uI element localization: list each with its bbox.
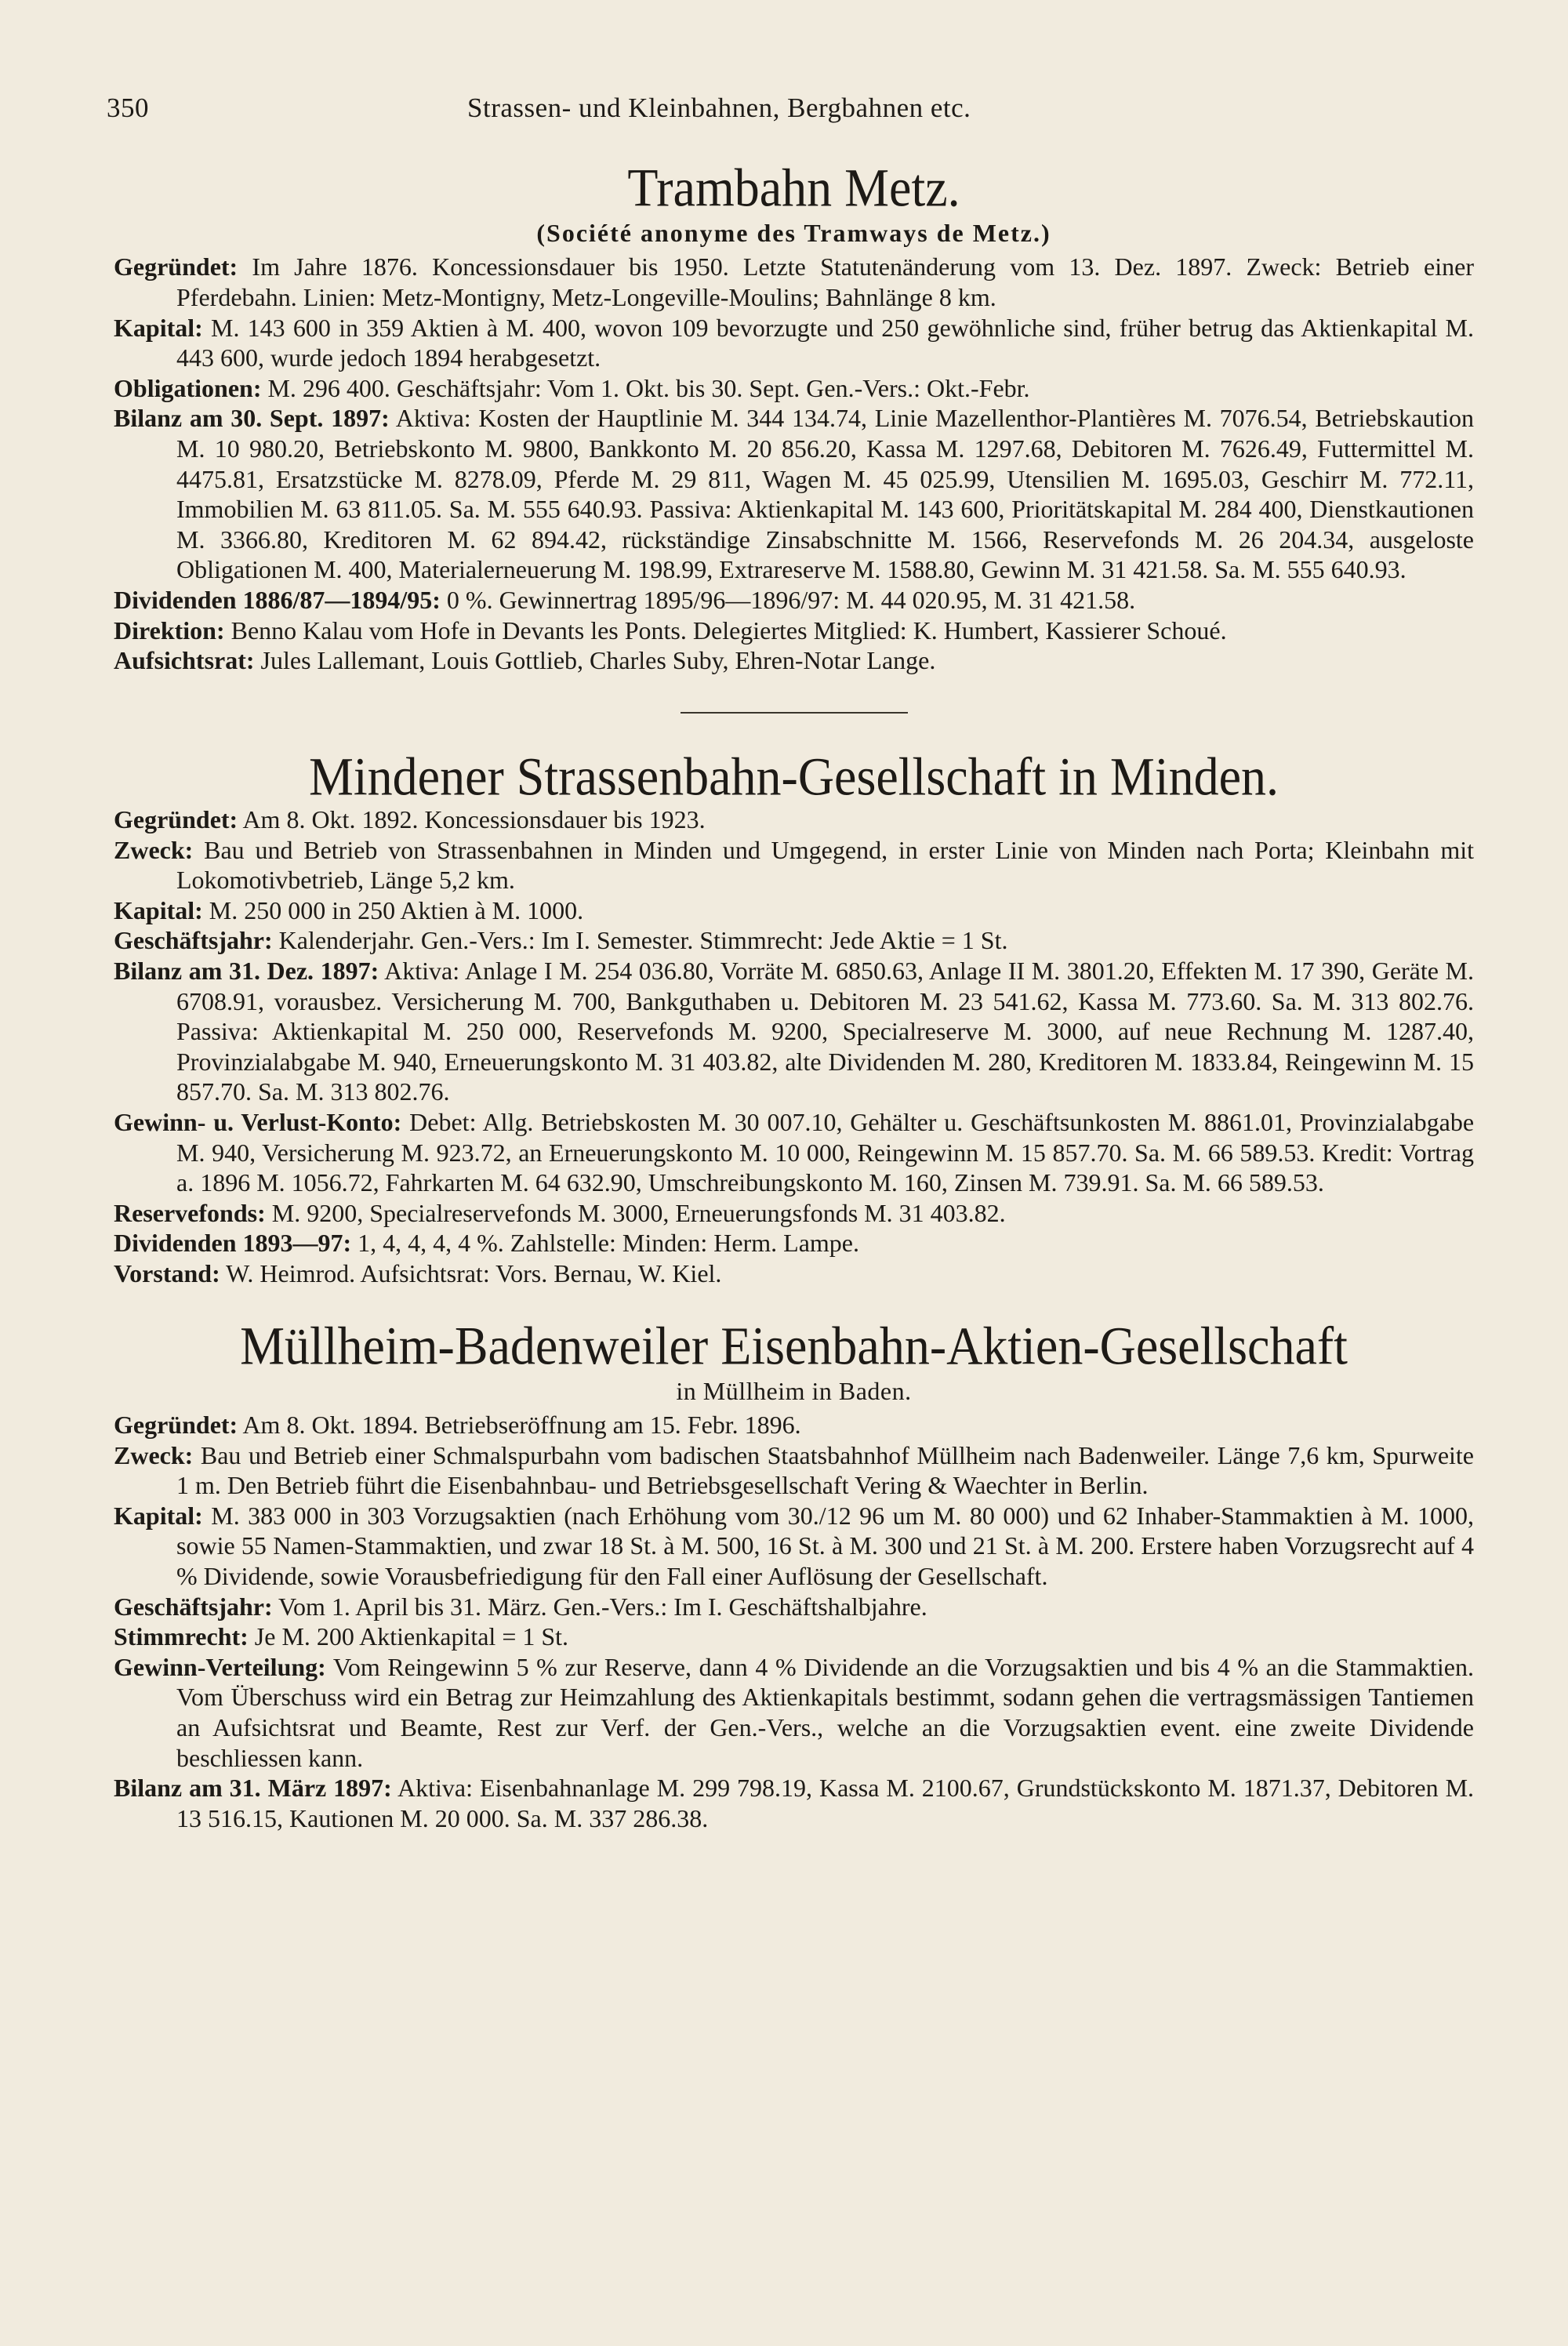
entry-gewinn-verlust <box>114 1107 1474 1198</box>
entry-text: Benno Kalau vom Hofe in Devants les Ponts. Delegiertes Mitglied: K. Humbert, Kassierer Schoué. <box>230 616 1227 645</box>
entry-text: Bau und Betrieb von Strassenbahnen in Minden und Umgegend, in erster Linie von Minden nach Porta; Kleinbahn mit Lokomotivbetrieb, Länge 5,2 km. <box>176 835 1475 895</box>
entry-label: Stimmrecht: <box>114 1622 249 1651</box>
entry-text: M. 250 000 in 250 Aktien à M. 1000. <box>209 895 584 924</box>
entry-gegruendet <box>114 1410 1474 1440</box>
entry-dividenden <box>114 1228 1474 1258</box>
entry-text: Am 8. Okt. 1892. Koncessionsdauer bis 1923. <box>242 805 706 834</box>
entry-label: Dividenden 1886/87—1894/95: <box>114 585 441 614</box>
entry-dividenden <box>114 585 1474 616</box>
section-divider <box>681 712 908 714</box>
section-title: Mindener Strassenbahn-Gesellschaft in Minden. <box>308 746 1279 807</box>
section-trambahn-metz <box>114 158 1475 676</box>
entry-label: Obligationen: <box>114 373 262 402</box>
section-title: Müllheim-Badenweiler Eisenbahn-Aktien-Gesellschaft <box>240 1315 1348 1376</box>
entry-stimmrecht <box>114 1622 1474 1652</box>
entry-label: Kapital: <box>114 895 203 924</box>
entry-text: Vom Reingewinn 5 % zur Reserve, dann 4 % Dividende an die Vorzugsaktien und bis 4 % an die Stammaktien. Vom Überschuss wird ein Betrag zur Heimzahlung des Aktienkapitals bestimmt, sodann gehen die vertragsmässigen Tantiemen an Aufsichtsrat und Beamte, Rest zur Verf. der Gen.-Vers., welche an die Vorzugsaktien event. eine zweite Dividende beschliessen kann. <box>176 1652 1475 1772</box>
entry-gewinn-verteilung <box>114 1652 1474 1773</box>
entry-label: Geschäftsjahr: <box>114 926 273 955</box>
entry-text: Je M. 200 Aktienkapital = 1 St. <box>254 1622 569 1651</box>
entry-label: Kapital: <box>114 313 203 342</box>
entry-zweck <box>114 835 1474 895</box>
page-number: 350 <box>107 93 149 123</box>
entry-bilanz <box>114 956 1474 1107</box>
entry-label: Zweck: <box>114 1440 194 1469</box>
entry-text: Aktiva: Kosten der Hauptlinie M. 344 134.74, Linie Mazellenthor-Plantières M. 7076.54, Betriebskaution M. 10 980.20, Betriebskonto M. 9800, Bankkonto M. 20 856.20, Kassa M. 1297.68, Debitoren M. 7626.49, Futtermittel M. 4475.81, Ersatzstücke M. 8278.09, Pferde M. 29 811, Wagen M. 45 025.99, Utensilien M. 1695.03, Geschirr M. 772.11, Immobilien M. 63 811.05. Sa. M. 555 640.93. Passiva: Aktienkapital M. 143 600, Prioritätskapital M. 284 400, Dienstkautionen M. 3366.80, Kreditoren M. 62 894.42, rückständige Zinsabschnitte M. 1566, Reservefonds M. 26 204.34, ausgeloste Obligationen M. 400, Materialerneuerung M. 198.99, Extrareserve M. 1588.80, Gewinn M. 31 421.58. Sa. M. 555 640.93. <box>176 404 1475 584</box>
entry-label: Gegründet: <box>114 805 238 834</box>
entry-bilanz <box>114 403 1474 585</box>
section-title: Trambahn Metz. <box>627 158 960 218</box>
entry-gegruendet <box>114 252 1474 312</box>
entry-label: Bilanz am 31. März 1897: <box>114 1774 392 1803</box>
entry-reservefonds <box>114 1198 1474 1229</box>
entry-kapital <box>114 1501 1474 1592</box>
entry-label: Bilanz am 30. Sept. 1897: <box>114 404 390 433</box>
entry-text: Jules Lallemant, Louis Gottlieb, Charles Suby, Ehren-Notar Lange. <box>260 646 936 675</box>
entry-kapital <box>114 313 1474 373</box>
entry-vorstand <box>114 1258 1474 1289</box>
entry-direktion <box>114 616 1474 646</box>
entry-kapital <box>114 895 1474 926</box>
entry-text: M. 296 400. Geschäftsjahr: Vom 1. Okt. bis 30. Sept. Gen.-Vers.: Okt.-Febr. <box>267 373 1030 402</box>
entry-geschaeftsjahr <box>114 925 1474 956</box>
entry-text: Bau und Betrieb einer Schmalspurbahn vom badischen Staatsbahnhof Müllheim nach Badenweiler. Länge 7,6 km, Spurweite 1 m. Den Betrieb führt die Eisenbahnbau- und Betriebsgesellschaft Vering & Waechter in Berlin. <box>176 1440 1475 1500</box>
entry-gegruendet <box>114 804 1474 835</box>
entry-label: Reservefonds: <box>114 1198 266 1227</box>
running-title: Strassen- und Kleinbahnen, Bergbahnen etc. <box>467 93 971 123</box>
entry-aufsichtsrat <box>114 645 1474 676</box>
entry-text: Am 8. Okt. 1894. Betriebseröffnung am 15. Febr. 1896. <box>242 1410 801 1439</box>
page-body <box>114 158 1475 1833</box>
entry-obligationen <box>114 373 1474 404</box>
entry-text: 1, 4, 4, 4, 4 %. Zahlstelle: Minden: Herm. Lampe. <box>358 1229 859 1258</box>
entry-geschaeftsjahr <box>114 1592 1474 1622</box>
entry-text: M. 143 600 in 359 Aktien à M. 400, wovon 109 bevorzugte und 250 gewöhnliche sind, früher betrug das Aktienkapital M. 443 600, wurde jedoch 1894 herabgesetzt. <box>176 313 1475 372</box>
entry-label: Zweck: <box>114 835 194 864</box>
section-muellheim-badenweiler <box>114 1315 1475 1834</box>
entry-label: Kapital: <box>114 1501 203 1530</box>
entry-label: Gegründet: <box>114 252 238 281</box>
entry-label: Gewinn-Verteilung: <box>114 1652 326 1681</box>
entry-label: Dividenden 1893—97: <box>114 1229 352 1258</box>
entry-text: Aktiva: Anlage I M. 254 036.80, Vorräte M. 6850.63, Anlage II M. 3801.20, Effekten M. 17 390, Geräte M. 6708.91, vorausbez. Versicherung M. 700, Bankguthaben u. Debitoren M. 23 541.62, Kassa M. 773.60. Sa. M. 313 802.76. Passiva: Aktienkapital M. 250 000, Reservefonds M. 9200, Specialreserve M. 3000, auf neue Rechnung M. 1287.40, Provinzialabgabe M. 940, Erneuerungskonto M. 31 403.82, alte Dividenden M. 280, Kreditoren M. 1833.84, Reingewinn M. 15 857.70. Sa. M. 313 802.76. <box>176 957 1475 1106</box>
entry-label: Gewinn- u. Verlust-Konto: <box>114 1108 402 1137</box>
entry-bilanz <box>114 1773 1474 1833</box>
section-mindener-strassenbahn <box>114 746 1475 1289</box>
section-subtitle: in Müllheim in Baden. <box>676 1376 912 1405</box>
entry-label: Bilanz am 31. Dez. 1897: <box>114 957 379 986</box>
section-subtitle: (Société anonyme des Tramways de Metz.) <box>536 219 1051 248</box>
entry-label: Direktion: <box>114 616 225 645</box>
entry-text: W. Heimrod. Aufsichtsrat: Vors. Bernau, W. Kiel. <box>226 1259 722 1287</box>
entry-text: M. 9200, Specialreservefonds M. 3000, Erneuerungsfonds M. 31 403.82. <box>271 1198 1006 1227</box>
entry-text: 0 %. Gewinnertrag 1895/96—1896/97: M. 44 020.95, M. 31 421.58. <box>446 585 1136 614</box>
entry-text: Aktiva: Eisenbahnanlage M. 299 798.19, Kassa M. 2100.67, Grundstückskonto M. 1871.37, Debitoren M. 13 516.15, Kautionen M. 20 000. Sa. M. 337 286.38. <box>176 1774 1475 1832</box>
entry-text: Vom 1. April bis 31. März. Gen.-Vers.: Im I. Geschäftshalbjahre. <box>278 1592 927 1621</box>
entry-label: Geschäftsjahr: <box>114 1592 273 1621</box>
entry-text: Im Jahre 1876. Koncessionsdauer bis 1950. Letzte Statutenänderung vom 13. Dez. 1897. Zweck: Betrieb einer Pferdebahn. Linien: Metz-Montigny, Metz-Longeville-Moulins; Bahnlänge 8 km. <box>176 252 1475 311</box>
entry-zweck <box>114 1440 1474 1501</box>
entry-text: M. 383 000 in 303 Vorzugsaktien (nach Erhöhung vom 30./12 96 um M. 80 000) und 62 Inhaber-Stammaktien à M. 1000, sowie 55 Namen-Stammaktien, und zwar 18 St. à M. 500, 16 St. à M. 300 und 21 St. à M. 200. Erstere haben Vorzugsrecht auf 4 % Dividende, sowie Vorausbefriedigung für den Fall einer Auflösung der Gesellschaft. <box>176 1501 1475 1590</box>
entry-label: Gegründet: <box>114 1410 238 1439</box>
entry-label: Aufsichtsrat: <box>114 646 255 675</box>
entry-text: Debet: Allg. Betriebskosten M. 30 007.10, Gehälter u. Geschäftsunkosten M. 8861.01, Provinzialabgabe M. 940, Versicherung M. 923.72, an Erneuerungskonto M. 10 000, Reingewinn M. 15 857.70. Sa. M. 66 589.53. Kredit: Vortrag a. 1896 M. 1056.72, Fahrkarten M. 64 632.90, Umschreibungskonto M. 160, Zinsen M. 739.91. Sa. M. 66 589.53. <box>176 1108 1475 1197</box>
entry-label: Vorstand: <box>114 1259 220 1287</box>
entry-text: Kalenderjahr. Gen.-Vers.: Im I. Semester. Stimmrecht: Jede Aktie = 1 St. <box>278 926 1008 955</box>
